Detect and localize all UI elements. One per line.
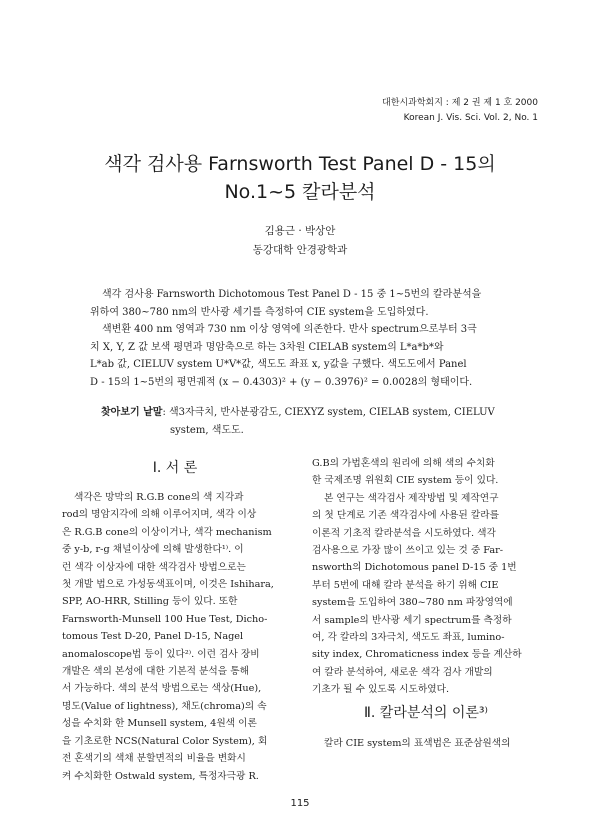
text-line: Farnsworth-Munsell 100 Hue Test, Dicho- [62,613,268,625]
keywords-text-cont: system, 색도도. [170,424,244,436]
page-number: 115 [290,798,310,809]
left-column [62,489,288,785]
author-block [0,222,600,260]
text-line: 이론적 기초적 칼라분석을 시도하였다. 색각 [312,527,496,539]
text-line: system을 도입하여 380~780 nm 파장영역에 [312,597,513,609]
abstract-line: D - 15의 1~5번의 평면궤적 (x − 0.4303)² + (y − 0.3976)² = 0.0028의 형태이다. [90,376,473,388]
keywords [101,404,521,439]
text-line: 성을 수치화 한 Munsell system, 4원색 이론 [62,718,257,730]
text-line: 여 칼라 분석하여, 새로운 색각 검사 개발의 [312,666,493,678]
abstract-line: 위하여 380~780 nm의 반사광 세기를 측정하여 CIE system을 도입하였다. [90,306,429,318]
journal-header [382,96,538,126]
title-line-1: 색각 검사용 Farnsworth Test Panel D - 15의 [104,153,496,175]
text-line: 색각은 망막의 R.G.B cone의 색 지각과 [74,492,244,503]
abstract-line: 치 X, Y, Z 값 보색 평면과 명암축으로 하는 3차원 CIELAB system의 L*a*b*와 [90,341,444,353]
text-line: sity index, Chromaticness index 등을 계산하 [312,649,522,661]
text-line: 을 기초로한 NCS(Natural Color System), 회 [62,735,268,747]
text-line: 개발은 색의 본성에 대한 기본적 분석을 통해 [62,666,249,678]
author-affiliation: 동강대학 안경광학과 [252,244,348,256]
text-line: 부터 5번에 대해 칼라 분석을 하기 위해 CIE [312,579,499,591]
text-line: 서 가능하다. 색의 분석 방법으로는 색상(Hue), [62,683,262,695]
text-line: SPP, AO-HRR, Stilling 등이 있다. 또한 [62,596,238,608]
section-heading-theory: Ⅱ. 칼라분석의 이론³⁾ [364,705,488,721]
right-column-continued: 칼라 CIE system의 표색법은 표준삼원색의 [324,738,511,749]
abstract [90,286,514,391]
title-line-2: No.1~5 칼라분석 [224,181,376,203]
journal-english: Korean J. Vis. Sci. Vol. 2, No. 1 [403,113,538,123]
abstract-line: L*ab 값, CIELUV system U*V*값, 색도도 좌표 x, y값을 구했다. 색도도에서 Panel [90,359,467,370]
text-line: 여, 각 칼라의 3자극치, 색도도 좌표, lumino- [312,632,505,644]
text-line: rod의 명암지각에 의해 이루어지며, 색각 이상 [62,509,257,521]
text-line: 서 sample의 반사광 세기 spectrum를 측정하 [312,614,512,626]
journal-korean: 대한시과학회지 : 제 2 권 제 1 호 2000 [382,98,538,108]
text-line: tomous Test D-20, Panel D-15, Nagel [62,631,244,643]
text-line: 검사용으로 가장 많이 쓰이고 있는 것 중 Far- [312,545,504,557]
text-line: 명도(Value of lightness), 채도(chroma)의 속 [62,700,267,712]
abstract-line: 색각 검사용 Farnsworth Dichotomous Test Panel D - 15 중 1~5번의 칼라분석을 [102,289,482,300]
text-line: anomaloscope법 등이 있다²⁾. 이런 검사 장비 [62,648,260,660]
keywords-label: 찾아보기 낱말 [101,407,163,418]
text-line: 런 색각 이상자에 대한 색각검사 방법으로는 [62,561,246,573]
paper-title [0,150,600,206]
text-line: 중 y-b, r-g 채널이상에 의해 발생한다¹⁾. 이 [62,544,244,556]
text-line: nsworth의 Dichotomous panel D-15 중 1번 [312,562,517,574]
abstract-line: 색변환 400 nm 영역과 730 nm 이상 영역에 의존한다. 반사 spectrum으로부터 3극 [102,324,477,335]
text-line: 의 첫 단계로 기존 색각검사에 사용된 칼라를 [312,510,499,522]
text-line: 한 국제조명 위원회 CIE system 등이 있다. [312,475,499,487]
text-line: G.B의 가법혼색의 원리에 의해 색의 수치화 [312,458,495,469]
text-line: 기초가 될 수 있도록 시도하였다. [312,684,450,696]
text-line: 은 R.G.B cone의 이상이거나, 색각 mechanism [62,526,272,538]
text-line: 본 연구는 색각검사 제작방법 및 제작연구 [324,492,499,504]
right-column [312,455,540,699]
text-line: 켜 수치화한 Ostwald system, 특정자극광 R. [62,770,259,782]
section-heading-introduction: Ⅰ. 서 론 [152,460,198,476]
text-line: 전 혼색기의 색채 분할면적의 비율을 변화시 [62,753,246,765]
keywords-text: : 색3자극치, 반사분광감도, CIEXYZ system, CIELAB system, CIELUV [162,407,495,418]
text-line: 첫 개발 법으로 가성동색표이며, 이것은 Ishihara, [62,579,274,591]
author-names: 김용근 · 박상안 [264,225,336,237]
